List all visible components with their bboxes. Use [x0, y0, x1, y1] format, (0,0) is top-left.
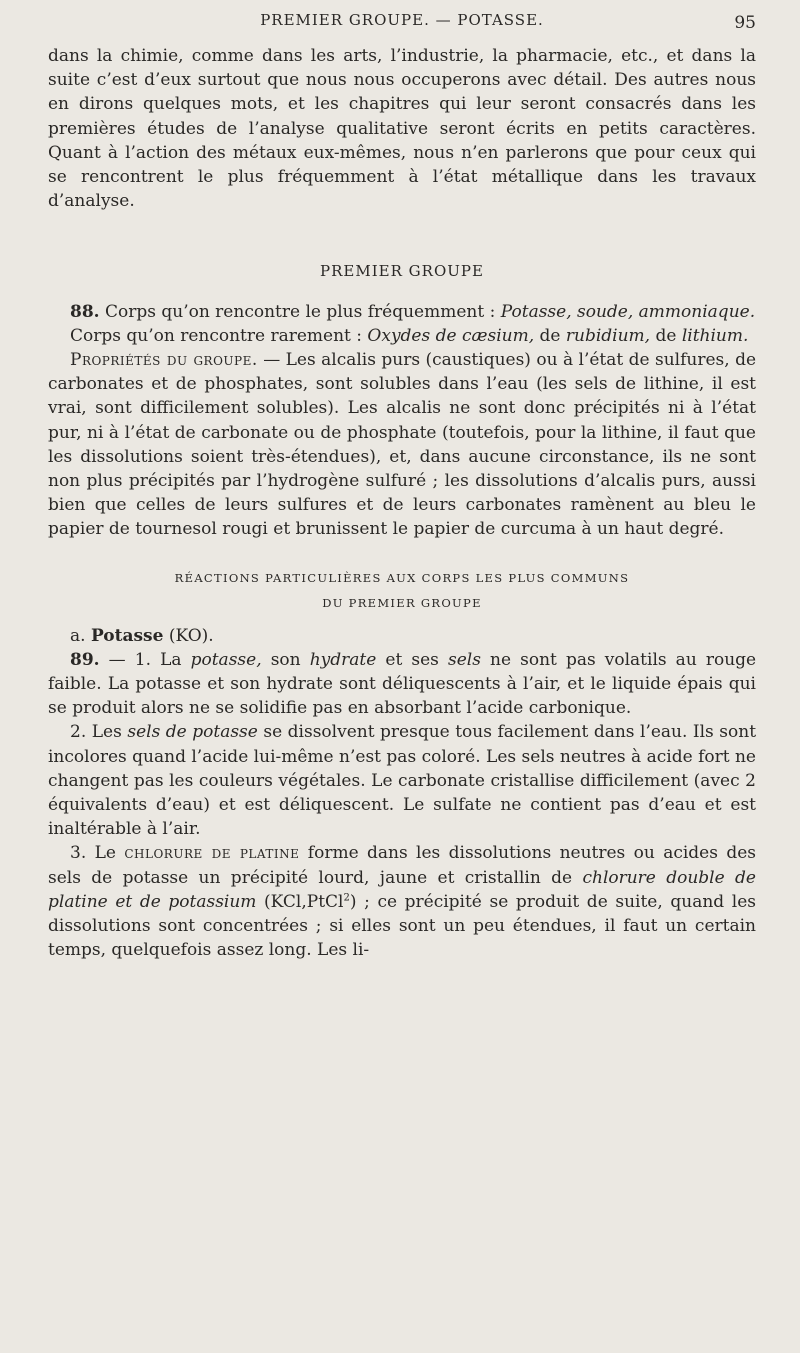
item-3-number: 3. — [70, 843, 87, 864]
item-3-formula-a: (KCl,PtCl — [264, 891, 344, 912]
p88-lead: Corps qu’on rencontre le plus fréquemment : — [104, 301, 496, 322]
item-1-pre: La — [160, 649, 182, 670]
properties-text: — Les alcalis purs (caustiques) ou à l’état de sulfures, de carbonates et de phosphates, sont solubles dans l’eau (les sels de lithine, il est vrai, sont difficilement solubles). Les alcalis ne sont donc précipités ni à l’état pur, ni à l’état de carbonate ou de phosphate (toutefois, pour la lithine, il faut que les dissolutions soient très-étendues), et, dans aucune circonstance, ils ne sont non plus précipités par l’hydrogène sulfuré ; les dissolutions d’alcalis purs, aussi bien que celles de leurs sulfures et de leurs carbonates ramènent au bleu le papier de tournesol rougi et brunissent le papier de curcuma à un haut degré. — [48, 350, 757, 540]
sub-a-letter: a. — [70, 625, 86, 646]
paragraph-89-item-1 — [48, 648, 756, 721]
item-2-pre: Les — [91, 722, 122, 743]
item-3-formula-b: ) — [349, 891, 357, 912]
p88-rare-lithium: lithium. — [681, 325, 749, 346]
paragraph-88-rare — [48, 324, 756, 348]
item-2-sels-de-potasse: sels de potasse — [127, 722, 258, 743]
item-3-chlorure-de-platine: chlorure de platine — [124, 843, 300, 864]
sub-a-name: Potasse — [90, 625, 164, 646]
intro-text: dans la chimie, comme dans les arts, l’industrie, la pharmacie, etc., et dans la suite c’est d’eux surtout que nous nous occuperons avec détail. Des autres nous en dirons quelques mots, et les chapitres qui leur seront consacrés dans les premières études de l’analyse qualitative seront écrits en petits caractères. Quant à l’action des métaux eux-mêmes, nous n’en parlerons que pour ceux qui se rencontrent le plus fréquemment à l’état métallique dans les travaux d’analyse. — [48, 46, 756, 212]
item-3-pre: Le — [94, 843, 116, 864]
paragraph-88 — [48, 300, 756, 324]
p88-rare-rubidium: rubidium, — [565, 325, 651, 346]
p88-rare-cesium: Oxydes de cæsium, — [367, 325, 535, 346]
sub-a-formula: (KO). — [168, 625, 214, 646]
item-1-mid-2: et ses — [385, 649, 439, 670]
paragraph-89-item-3 — [48, 841, 756, 962]
running-title: PREMIER GROUPE. — POTASSE. — [260, 11, 544, 29]
p88-rare-de-1: de — [539, 325, 561, 346]
item-3-formula-sup: 2 — [343, 892, 350, 904]
item-2-rest: se dissolvent presque tous facilement dans l’eau. Ils sont incolores quand l’acide lui-même n’est pas coloré. Les sels neutres à acide fort ne changent pas les couleurs végétales. Le carbonate cristallise difficilement (avec 2 équivalents d’eau) et est déliquescent. Le sulfate ne contient pas d’eau et est inaltérable à l’air. — [48, 722, 757, 840]
item-1-hydrate: hydrate — [309, 649, 377, 670]
page-number: 95 — [734, 13, 756, 33]
running-header — [48, 0, 756, 44]
item-3-chlorure-double: chlorure double de platine et de potassium — [48, 867, 756, 912]
item-1-number: — 1. — [108, 649, 151, 670]
item-1-sels: sels — [447, 649, 481, 670]
item-1-mid-1: son — [270, 649, 301, 670]
p88-rare-de-2: de — [655, 325, 677, 346]
section-heading-line-2: DU PREMIER GROUPE — [322, 595, 482, 610]
paragraph-number-88: 88. — [70, 301, 100, 322]
section-heading-line-1: RÉACTIONS PARTICULIÈRES AUX CORPS LES PLUS COMMUNS — [174, 570, 630, 585]
properties-label: Propriétés du groupe. — [70, 350, 258, 371]
item-3-mid: forme dans les dissolutions neutres ou acides des sels de potasse un précipité lourd, jaune et cristallin de — [48, 843, 756, 888]
subheading-a — [48, 624, 756, 648]
item-3-formula — [264, 892, 356, 912]
page-body — [48, 44, 756, 963]
intro-paragraph — [48, 44, 756, 213]
paragraph-number-89: 89. — [70, 649, 100, 670]
p88-rare-lead: Corps qu’on rencontre rarement : — [70, 325, 363, 346]
properties-paragraph — [48, 348, 756, 542]
item-1-potasse: potasse, — [190, 649, 262, 670]
item-3-rest: ; ce précipité se produit de suite, quand les dissolutions sont concentrées ; si elles sont un peu étendues, il faut un certain temps, quelquefois assez long. Les li- — [48, 891, 756, 961]
item-2-number: 2. — [70, 722, 87, 743]
group-heading: PREMIER GROUPE — [320, 262, 484, 281]
p88-common-bodies: Potasse, soude, ammoniaque. — [500, 301, 756, 322]
paragraph-89-item-2 — [48, 720, 756, 841]
item-1-rest: ne sont pas volatils au rouge faible. La potasse et son hydrate sont déliquescents à l’air, et le liquide épais qui se produit alors ne se solidifie pas en absorbant l’acide carbonique. — [48, 649, 757, 719]
